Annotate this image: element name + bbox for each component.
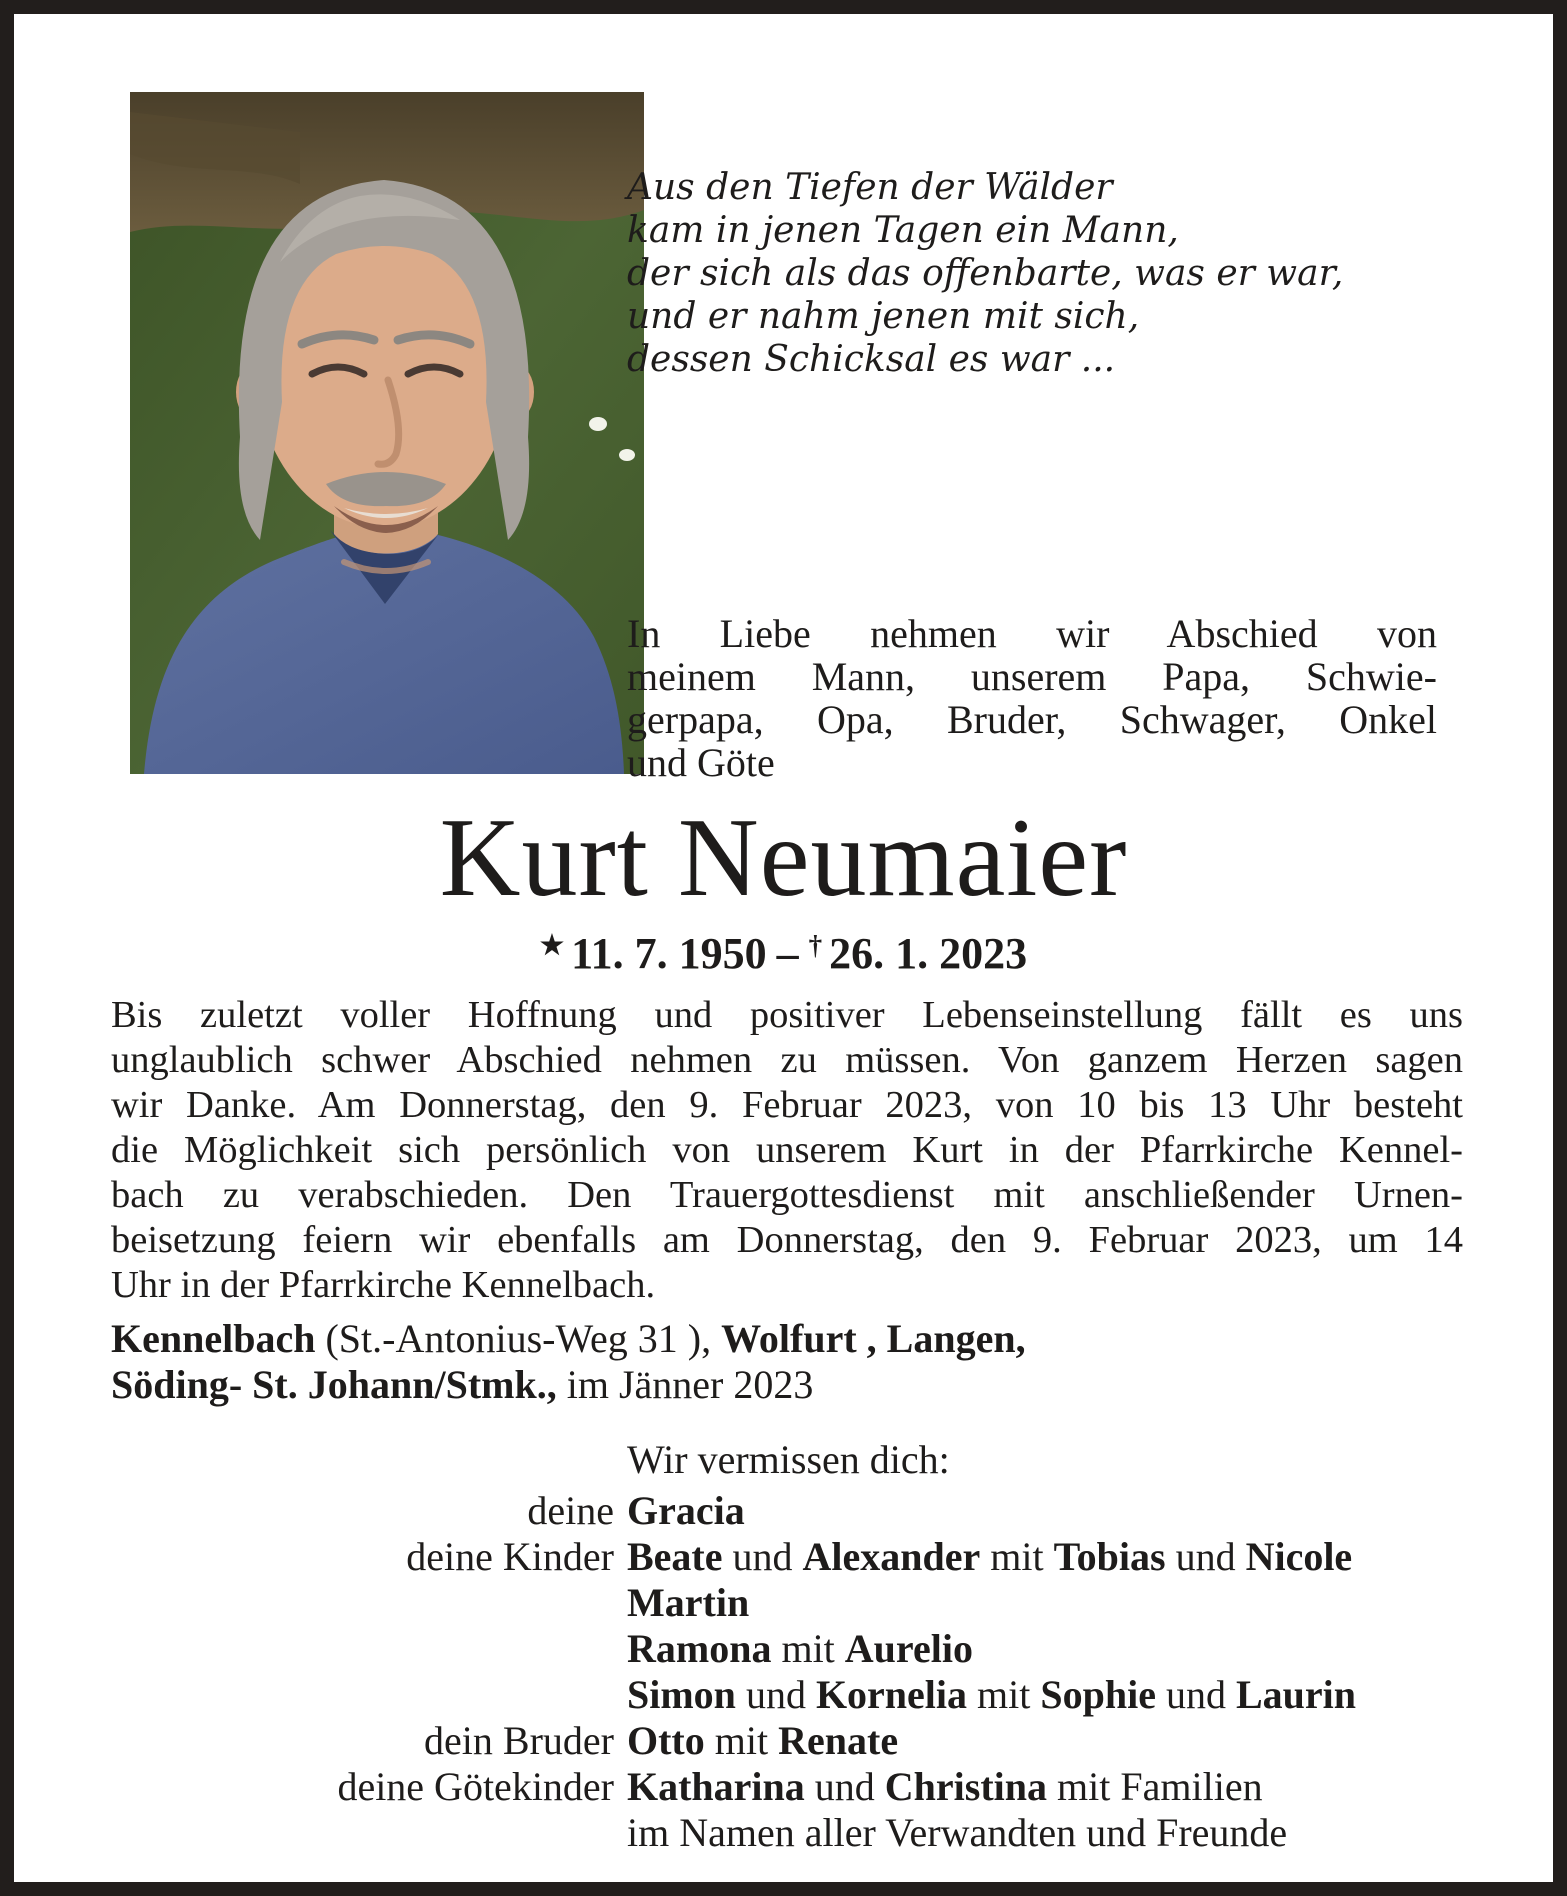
- family-row: [111, 1580, 1477, 1626]
- family-relation-label: deine Kinder: [406, 1534, 614, 1579]
- family-relation-label: [111, 1580, 614, 1626]
- family-row-7-part-3: Christina: [884, 1764, 1048, 1809]
- locations-line-1: [111, 1316, 1463, 1362]
- announcement-text: [111, 993, 1463, 1308]
- family-relation-label: [111, 1810, 614, 1856]
- family-row: [111, 1718, 1477, 1764]
- family-row-5-part-6: und: [1155, 1672, 1236, 1717]
- locations-block: [111, 1316, 1463, 1408]
- family-row-6-part-2: mit: [704, 1718, 779, 1763]
- body-line-7: Uhr in der Pfarrkirche Kennelbach.: [111, 1264, 656, 1306]
- family-relation-label: deine: [527, 1488, 614, 1533]
- family-relation-label: dein Bruder: [424, 1718, 614, 1763]
- birth-star-icon: ★: [539, 930, 565, 960]
- family-row-4-part-1: Ramona: [627, 1626, 772, 1671]
- family-row-2-part-4: mit: [980, 1534, 1054, 1579]
- family-relation-label: deine Götekinder: [337, 1764, 614, 1809]
- locations-line-1-part-3: Wolfurt , Langen,: [721, 1316, 1026, 1361]
- intro-line-4: und Göte: [627, 740, 775, 785]
- locations-line-2-part-1: Söding- St. Johann/Stmk.,: [111, 1362, 557, 1407]
- locations-line-2-part-2: im Jänner 2023: [556, 1362, 814, 1407]
- intro-line-1: In Liebe nehmen wir Abschied von: [627, 611, 1437, 656]
- family-row-2-part-7: Nicole: [1245, 1534, 1353, 1579]
- family-row-2-part-1: Beate: [627, 1534, 723, 1579]
- poem-line-2: kam in jenen Tagen ein Mann,: [627, 210, 1179, 251]
- poem-line-4: und er nahm jenen mit sich,: [627, 296, 1140, 337]
- life-dates: [0, 928, 1567, 979]
- family-row: [111, 1626, 1477, 1672]
- family-list: [111, 1488, 1477, 1856]
- poem-line-5: dessen Schicksal es war ...: [627, 339, 1116, 380]
- family-row-8-part-1: im Namen aller Verwandten und Freunde: [627, 1810, 1288, 1855]
- locations-line-2: [111, 1362, 1463, 1408]
- family-row-5-part-2: und: [735, 1672, 816, 1717]
- family-relation-label: [111, 1672, 614, 1718]
- family-row: [111, 1488, 1477, 1534]
- family-row: [111, 1534, 1477, 1580]
- intro-line-3: gerpapa, Opa, Bruder, Schwager, Onkel: [627, 697, 1437, 742]
- deceased-name: Kurt Neumaier: [439, 796, 1128, 920]
- family-row-5-part-3: Kornelia: [815, 1672, 968, 1717]
- family-names: [627, 1626, 1477, 1672]
- family-row: [111, 1672, 1477, 1718]
- family-row-3-part-1: Martin: [627, 1580, 750, 1625]
- family-row-4-part-2: mit: [771, 1626, 845, 1671]
- family-row-5-part-5: Sophie: [1040, 1672, 1156, 1717]
- poem-line-1: Aus den Tiefen der Wälder: [627, 167, 1113, 208]
- family-relation-label: [111, 1626, 614, 1672]
- family-names: [627, 1672, 1477, 1718]
- family-row-2-part-5: Tobias: [1053, 1534, 1166, 1579]
- body-line-6: beisetzung feiern wir ebenfalls am Donnerstag, den 9. Februar 2023, um 14: [111, 1219, 1463, 1261]
- death-date: 26. 1. 2023: [829, 929, 1028, 978]
- family-names: [627, 1534, 1477, 1580]
- poem-line-3: der sich als das offenbarte, was er war,: [627, 253, 1344, 294]
- family-names: [627, 1718, 1477, 1764]
- portrait-illustration: [130, 92, 644, 774]
- body-line-1: Bis zuletzt voller Hoffnung und positiver Lebenseinstellung fällt es uns: [111, 994, 1463, 1036]
- locations-line-1-part-1: Kennelbach: [111, 1316, 316, 1361]
- memorial-poem: [627, 166, 1343, 381]
- family-row-5-part-4: mit: [967, 1672, 1041, 1717]
- family-row-4-part-3: Aurelio: [844, 1626, 973, 1671]
- intro-line-2: meinem Mann, unserem Papa, Schwie-: [627, 654, 1437, 699]
- family-row-2-part-6: und: [1165, 1534, 1246, 1579]
- locations-line-1-part-2: (St.-Antonius-Weg 31 ),: [315, 1316, 722, 1361]
- family-row-6-part-3: Renate: [778, 1718, 899, 1763]
- family-row-1-part-1: Gracia: [627, 1488, 745, 1533]
- family-names: [627, 1488, 1477, 1534]
- family-row-6-part-1: Otto: [627, 1718, 705, 1763]
- birth-date: 11. 7. 1950: [571, 929, 767, 978]
- family-names: [627, 1764, 1477, 1810]
- family-row: [111, 1810, 1477, 1856]
- portrait-photo: [130, 92, 644, 774]
- family-row-5-part-1: Simon: [627, 1672, 736, 1717]
- dates-separator: –: [776, 929, 799, 978]
- family-row-2-part-3: Alexander: [802, 1534, 981, 1579]
- body-line-3: wir Danke. Am Donnerstag, den 9. Februar 2023, von 10 bis 13 Uhr besteht: [111, 1084, 1463, 1126]
- family-row-7-part-4: mit Familien: [1047, 1764, 1263, 1809]
- family-row-7-part-1: Katharina: [627, 1764, 805, 1809]
- body-line-4: die Möglichkeit sich persönlich von unserem Kurt in der Pfarrkirche Kennel-: [111, 1129, 1463, 1171]
- family-names: [627, 1810, 1477, 1856]
- death-cross-icon: †: [808, 930, 823, 960]
- farewell-intro: [627, 612, 1437, 784]
- body-line-5: bach zu verabschieden. Den Trauergottesdienst mit anschließender Urnen-: [111, 1174, 1463, 1216]
- body-line-2: unglaublich schwer Abschied nehmen zu müssen. Von ganzem Herzen sagen: [111, 1039, 1463, 1081]
- family-row-2-part-2: und: [722, 1534, 803, 1579]
- family-names: [627, 1580, 1477, 1626]
- farewell-heading: Wir vermissen dich:: [627, 1437, 950, 1482]
- family-row-5-part-7: Laurin: [1235, 1672, 1357, 1717]
- family-row-7-part-2: und: [804, 1764, 885, 1809]
- family-row: [111, 1764, 1477, 1810]
